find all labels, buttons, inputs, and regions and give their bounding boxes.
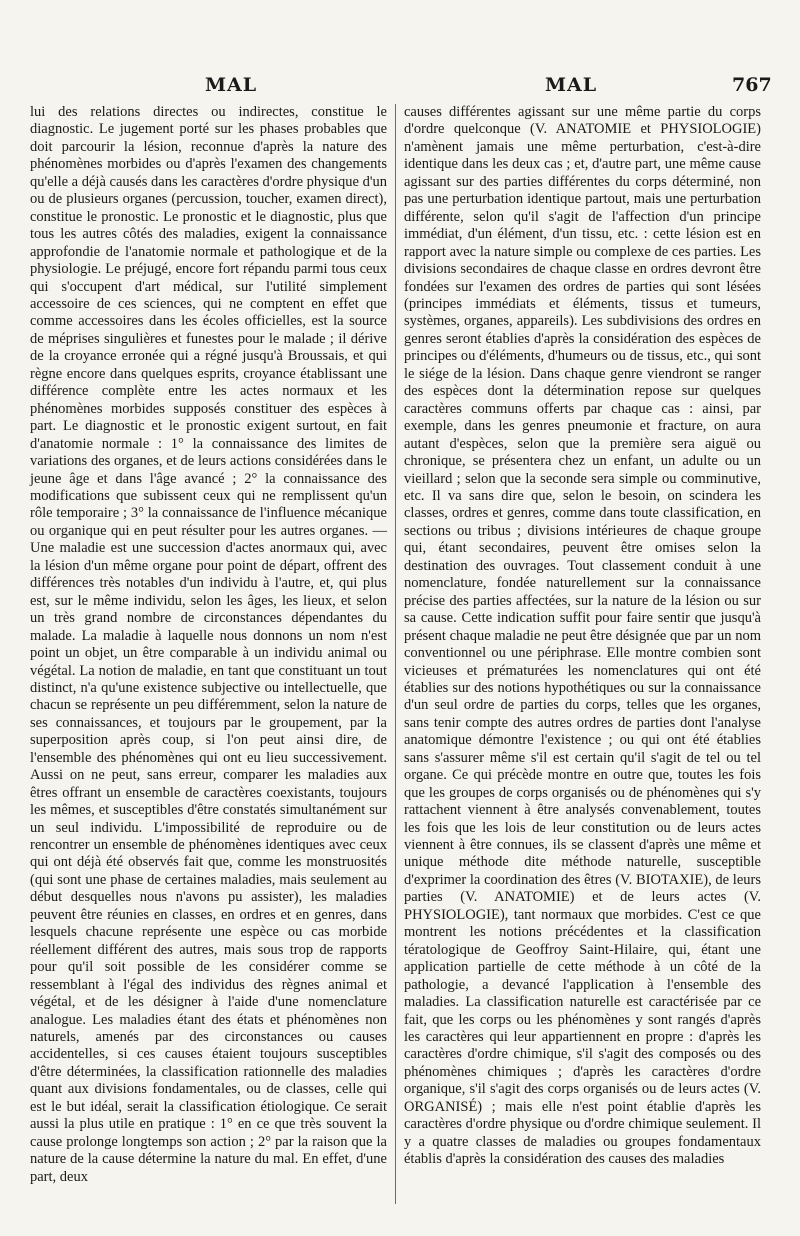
running-head-left: MAL xyxy=(205,74,258,96)
right-column-text: causes différentes agissant sur une même partie du corps d'ordre quelconque (V. ANATOMIE et PHYSIOLOGIE) n'amènent jamais une même perturbation, c'est-à-dire identique dans les deux cas ; et, d'autre part, une même cause agissant sur des parties différentes du corps déterminé, non pas une perturbation identique partout, mais une perturbation différente, selon qu'il s'agit de l'affection d'un principe immédiat, d'un élément, d'un tissu, etc. : cette lésion est en rapport avec la nature simple ou complexe de ces parties. Les divisions secondaires de chaque classe en ordres devront être fondées sur l'examen des ordres de parties qui sont lésées (principes immédiats et éléments, tissus et tumeurs, systèmes, organes, appareils). Les subdivisions des ordres en genres seront établies d'après la considération des espèces de principes ou d'éléments, d'humeurs ou de tissus, etc., qui sont le siége de la lésion. Dans chaque genre viendront se ranger des espèces dont la détermination repose sur quelques caractères communs offerts par chaque cas : ainsi, par exemple, dans les genres pneumonie et fracture, on aura autant d'espèces, selon que la première sera aiguë ou chronique, se présentera chez un enfant, un adulte ou un vieillard ; selon que la seconde sera simple ou comminutive, etc. Il va sans dire que, selon le besoin, on scindera les classes, ordres et genres, comme dans toute classification, en sections ou tribus ; divisions intérieures de chaque groupe qui, étant secondaires, peuvent être omises selon la destination des ouvrages. Tout classement conduit à une nomenclature, fondée naturellement sur la connaissance précise des parties affectées, sur la nature de la lésion ou sur sa cause. Cette indication suffit pour faire sentir que jusqu'à présent chaque maladie ne peut être désignée que par un nom conventionnel ou une périphrase. Elle montre combien sont vicieuses et prématurées les nomenclatures qui ont été établies sur des notions hypothétiques ou sur la connaissance d'un seul ordre de parties du corps, telles que les organes, sans tenir compte des autres ordres de parties dont l'analyse anatomique démontre l'existence ; ou qui ont été établies sans s'assurer même s'il est certain qu'il s'agit de tel ou tel organe. Ce qui précède montre en outre que, toutes les fois que les groupes de corps organisés ou de phénomènes qui s'y rattachent viennent à être analysés convenablement, toutes les fois que les lois de leur constitution ou de leurs actes viennent à être connues, ils se classent d'après une même et unique méthode dite méthode naturelle, susceptible d'exprimer la coordination des êtres (V. BIOTAXIE), de leurs parties (V. ANATOMIE) et de leurs actes (V. PHYSIOLOGIE), tant normaux que morbides. C'est ce que montrent les notions précédentes et la classification tératologique de Geoffroy Saint-Hilaire, qui, étant une application partielle de cette méthode à un côté de la pathologie, a devancé l'application à l'ensemble des maladies. La classification naturelle est caractérisée par ce fait, que les corps ou les phénomènes y sont rangés d'après les caractères qui leur appartiennent en propre : d'après les caractères d'ordre chimique, s'il s'agit des composés ou des phénomènes chimiques ; d'après les caractères d'ordre organique, s'il s'agit des corps organisés ou de leurs actes (V. ORGANISÉ) ; mais elle n'est point établie d'après les caractères d'ordre physique ou d'ordre chimique seulement. Il y a quatre classes de maladies ou groupes fondamentaux établis d'après la considération des causes des maladies xyxy=(404,104,761,1168)
left-column-text: lui des relations directes ou indirectes, constitue le diagnostic. Le jugement porté sur les phases probables que doit parcourir la lésion, reconnue d'après la nature des phénomènes morbides ou d'après l'examen des changements qu'elle a déjà causés dans les caractères d'ordre physique d'un ou de plusieurs organes (percussion, toucher, examen direct), constitue le pronostic. Le pronostic et le diagnostic, plus que tous les autres côtés des maladies, exigent la connaissance approfondie de l'anatomie normale et pathologique et de la physiologie. Le préjugé, encore fort répandu parmi tous ceux qui s'occupent d'art médical, sur l'utilité simplement accessoire de ces sciences, qui ne comptent en effet que comme accessoires dans les écoles officielles, est la source de méprises singulières et funestes pour le malade ; il dérive de la croyance erronée qui a régné jusqu'à Broussais, et qui règne encore dans quelques esprits, croyance établissant une différence complète entre les actes normaux et les phénomènes morbides supposés constituer des espèces à part. Le diagnostic et le pronostic exigent surtout, en fait d'anatomie normale : 1° la connaissance des limites de variations des organes, et de leurs actions considérées dans le jeune âge et dans l'âge avancé ; 2° la connaissance des modifications que subissent ceux qui ne remplissent qu'un rôle temporaire ; 3° la connaissance de l'influence mécanique ou organique qui en peut résulter pour les autres organes. — Une maladie est une succession d'actes anormaux qui, avec la lésion d'un même organe pour point de départ, offrent des différences très notables d'un individu à l'autre, et, qui plus est, sur le même individu, selon les âges, les lieux, et selon un très grand nombre de circonstances dépendantes du malade. La maladie à laquelle nous donnons un nom n'est point un objet, un être comparable à un individu animal ou végétal. La notion de maladie, en tant que constituant un tout distinct, n'a qu'une existence subjective ou intellectuelle, que chacun se représente un peu différemment, selon la nature de ses connaissances, et toujours par le groupement, par la superposition après coup, si l'on peut ainsi dire, de l'ensemble des phénomènes qui ont eu lieu successivement. Aussi on ne peut, sans erreur, comparer les maladies aux êtres offrant un ensemble de caractères coexistants, toujours les mêmes, et susceptibles d'être constatés simultanément sur un seul individu. L'impossibilité de reproduire ou de rencontrer un ensemble de phénomènes identiques avec ceux qui ont déjà été observés fait que, comme les monstruosités (qui sont une phase de certaines maladies, mais seulement au début desquelles nous n'avons pu assister), les maladies peuvent être réunies en classes, en ordres et en genres, dans lesquels chacune représente une espèce ou cas morbide réellement différent des autres, mais sous trop de rapports pour qu'il soit possible de les considérer comme se ressemblant à l'égal des individus des règnes animal et végétal, et de les désigner à l'aide d'une nomenclature analogue. Les maladies étant des états et phénomènes non naturels, amenés par des circonstances ou causes accidentelles, si ces causes étaient toujours susceptibles d'être déterminées, la classification rationnelle des maladies quant aux divisions fondamentales, ou de classes, celle qui est le but idéal, serait la classification étiologique. Ce serait aussi la plus utile en pratique : 1° en ce que très souvent la cause prolonge longtemps son action ; 2° par la raison que la nature de la cause détermine la nature du mal. En effet, d'une part, deux xyxy=(30,104,387,1185)
right-column xyxy=(404,104,761,1169)
page-header xyxy=(0,74,800,104)
running-head-right: MAL xyxy=(545,74,598,96)
column-divider xyxy=(395,104,396,1204)
page-number: 767 xyxy=(732,74,772,96)
left-column xyxy=(30,104,387,1186)
